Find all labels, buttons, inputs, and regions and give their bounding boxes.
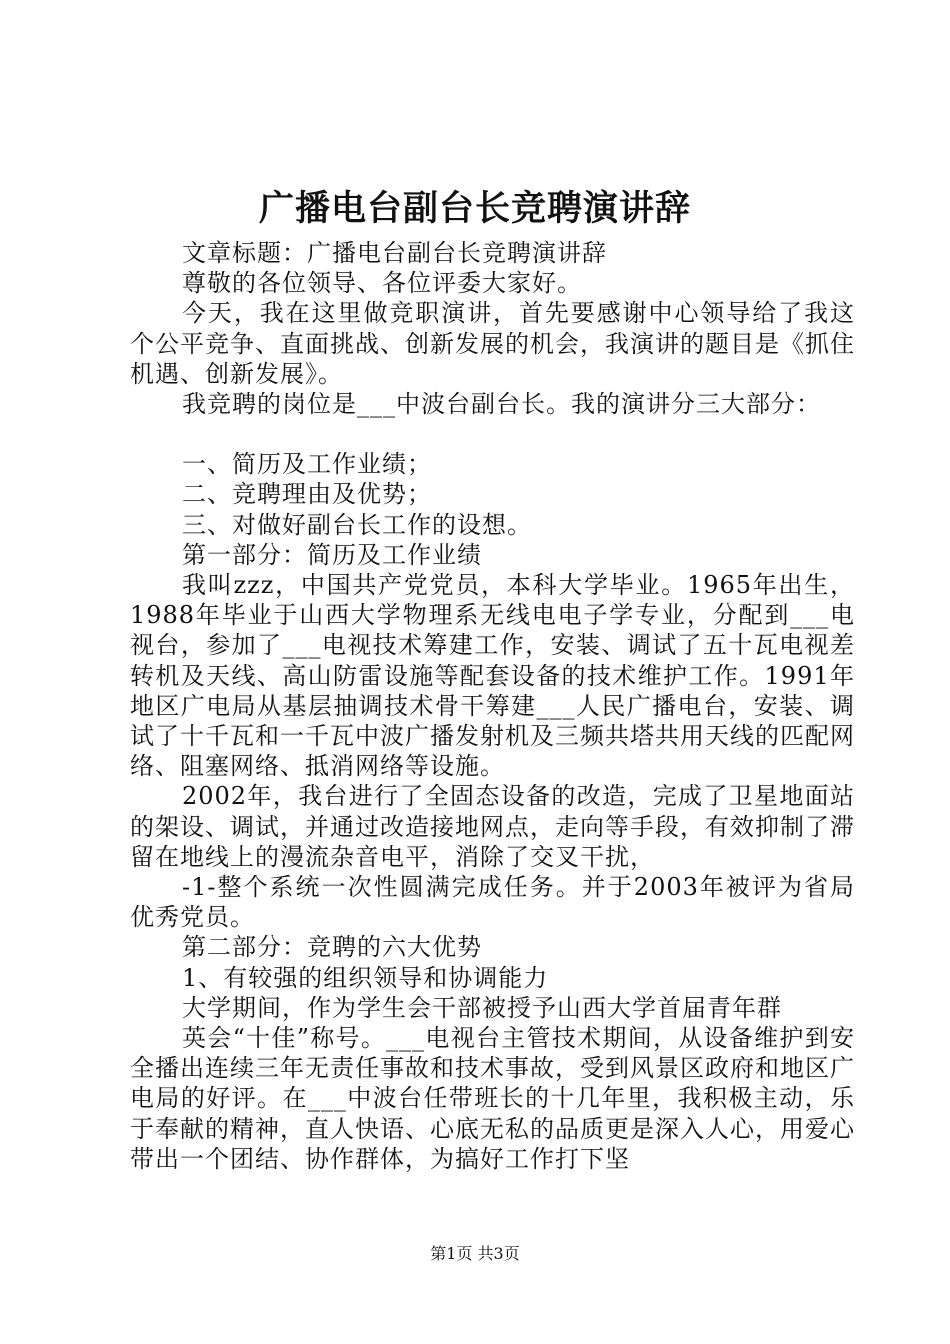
achievement-paragraph: 2002年，我台进行了全固态设备的改造，完成了卫星地面站的架设、调试，并通过改造接地网点，走向等手段，有效抑制了滞留在地线上的漫流杂音电平，消除了交叉干扰， <box>130 782 855 871</box>
section-heading-2: 第二部分：竞聘的六大优势 <box>182 933 482 962</box>
outline-item-2: 二、竞聘理由及优势； <box>182 480 432 509</box>
experience-paragraph: 英会“十佳”称号。___电视台主管技术期间，从设备维护到安全播出连续三年无责任事故和技术事故，受到风景区政府和地区广电局的好评。在___中波台任带班长的十几年里，我积极主动，乐于奉献的精神，直人快语、心底无私的品质更是深入人心，用爱心带出一个团结、协作群体，为搞好工作打下坚 <box>130 1024 855 1173</box>
section-heading-1: 第一部分：简历及工作业绩 <box>182 540 482 569</box>
university-paragraph: 大学期间，作为学生会干部被授予山西大学首届青年群 <box>182 993 782 1022</box>
outline-item-1: 一、简历及工作业绩； <box>182 450 432 479</box>
page-footer: 第1页 共3页 <box>430 1244 520 1263</box>
document-body <box>130 238 855 1174</box>
position-paragraph: 我竞聘的岗位是___中波台副台长。我的演讲分三大部分： <box>182 390 821 419</box>
resume-paragraph: 我叫zzz，中国共产党党员，本科大学毕业。1965年出生，1988年毕业于山西大学物理系无线电电子学专业，分配到___电视台，参加了___电视技术筹建工作，安装、调试了五十瓦电视差转机及天线、高山防雷设施等配套设备的技术维护工作。1991年地区广电局从基层抽调技术骨干筹建___人民广播电台，安装、调试了十千瓦和一千瓦中波广播发射机及三频共塔共用天线的匹配网络、阻塞网络、抵消网络等设施。 <box>130 571 855 781</box>
article-title-line: 文章标题：广播电台副台长竞聘演讲辞 <box>182 239 607 267</box>
document-title: 广播电台副台长竞聘演讲辞 <box>258 188 691 229</box>
advantage-heading-1: 1、有较强的组织领导和协调能力 <box>182 963 549 992</box>
outline-item-3: 三、对做好副台长工作的设想。 <box>182 510 532 539</box>
salutation-paragraph: 尊敬的各位领导、各位评委大家好。 <box>182 269 582 298</box>
continuation-paragraph: -1-整个系统一次性圆满完成任务。并于2003年被评为省局优秀党员。 <box>130 873 855 932</box>
intro-paragraph: 今天，我在这里做竞职演讲，首先要感谢中心领导给了我这个公平竞争、直面挑战、创新发展的机会，我演讲的题目是《抓住机遇、创新发展》。 <box>130 299 855 388</box>
